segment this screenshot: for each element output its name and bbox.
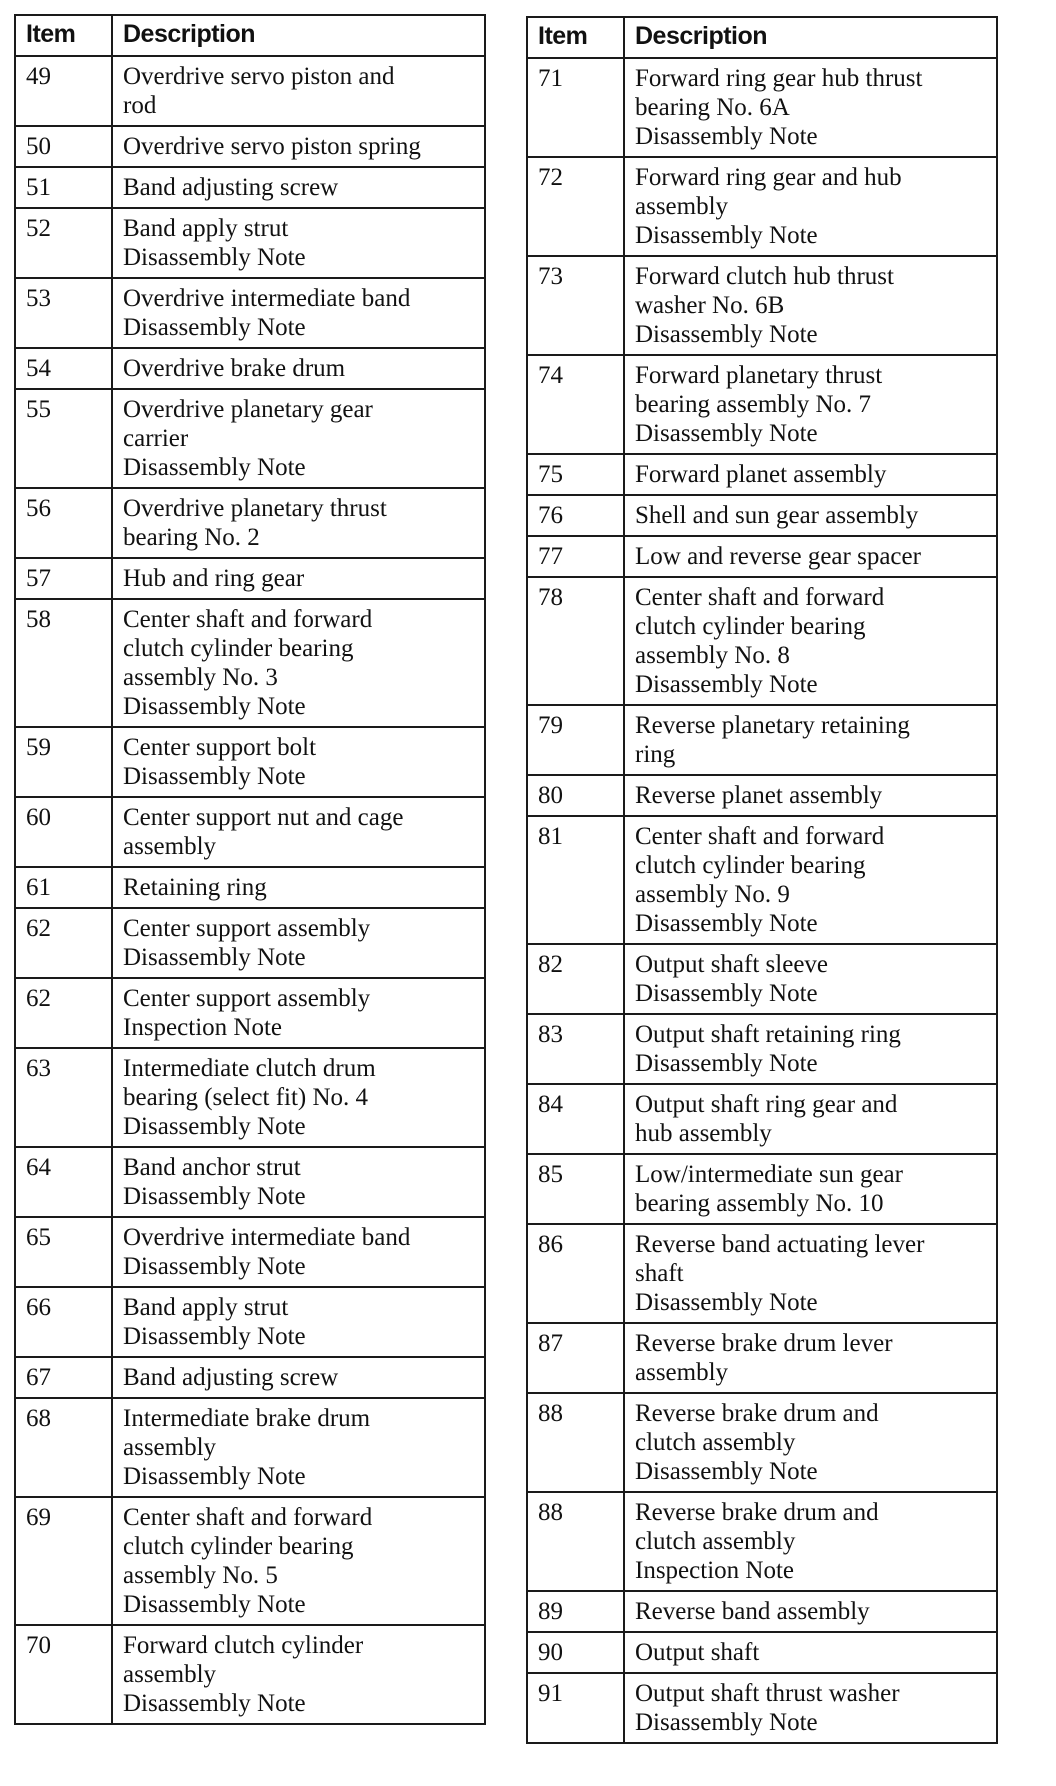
- table-row: [527, 157, 997, 256]
- item-number: 71: [527, 58, 624, 157]
- description-line: Center support assembly: [123, 915, 371, 942]
- table-row: [527, 1014, 997, 1084]
- item-number: 81: [527, 816, 624, 944]
- item-description: [112, 599, 485, 727]
- description-line: Hub and ring gear: [123, 565, 305, 592]
- description-line: Disassembly Note: [123, 1323, 306, 1350]
- description-line: Center support nut and cage: [123, 804, 404, 831]
- item-description: [624, 58, 997, 157]
- description-line: Output shaft ring gear and: [635, 1091, 898, 1118]
- item-description: [624, 1084, 997, 1154]
- description-line: Band adjusting screw: [123, 174, 339, 201]
- description-line: Reverse brake drum and: [635, 1400, 879, 1427]
- description-line: assembly: [123, 1434, 217, 1461]
- table-row: [527, 775, 997, 816]
- description-line: assembly: [635, 193, 729, 220]
- description-line: Intermediate clutch drum: [123, 1055, 376, 1082]
- item-description: [112, 389, 485, 488]
- table-row: [527, 816, 997, 944]
- table-row: [527, 1632, 997, 1673]
- item-number: 83: [527, 1014, 624, 1084]
- item-number: 54: [15, 348, 112, 389]
- item-description: [112, 1217, 485, 1287]
- item-description: [624, 944, 997, 1014]
- description-line: Reverse planet assembly: [635, 782, 883, 809]
- table-header-row: [15, 15, 485, 56]
- description-line: Band apply strut: [123, 1294, 289, 1321]
- item-number: 75: [527, 454, 624, 495]
- description-line: Band adjusting screw: [123, 1364, 339, 1391]
- item-number: 77: [527, 536, 624, 577]
- table-row: [15, 1497, 485, 1625]
- item-description: [624, 1323, 997, 1393]
- item-description: [112, 208, 485, 278]
- item-description: [112, 1497, 485, 1625]
- item-number: 61: [15, 867, 112, 908]
- table-row: [527, 495, 997, 536]
- table-row: [15, 727, 485, 797]
- table-row: [15, 348, 485, 389]
- item-number: 53: [15, 278, 112, 348]
- table-row: [527, 355, 997, 454]
- description-column-header: Description: [112, 15, 485, 56]
- description-line: bearing No. 6A: [635, 94, 790, 121]
- item-number: 72: [527, 157, 624, 256]
- item-number: 88: [527, 1393, 624, 1492]
- description-line: Center shaft and forward: [123, 1504, 373, 1531]
- table-row: [527, 256, 997, 355]
- item-number: 62: [15, 908, 112, 978]
- description-line: Overdrive servo piston and: [123, 63, 395, 90]
- description-line: Overdrive servo piston spring: [123, 133, 421, 160]
- description-line: Disassembly Note: [635, 1050, 818, 1077]
- table-row: [15, 1357, 485, 1398]
- item-description: [624, 1154, 997, 1224]
- description-line: Disassembly Note: [635, 671, 818, 698]
- table-row: [15, 56, 485, 126]
- item-number: 50: [15, 126, 112, 167]
- table-row: [15, 867, 485, 908]
- description-line: ring: [635, 741, 676, 768]
- item-description: [112, 867, 485, 908]
- item-number: 51: [15, 167, 112, 208]
- description-line: clutch assembly: [635, 1429, 796, 1456]
- description-line: clutch cylinder bearing: [123, 1533, 354, 1560]
- item-description: [624, 775, 997, 816]
- item-number: 88: [527, 1492, 624, 1591]
- item-number: 91: [527, 1673, 624, 1743]
- item-description: [112, 167, 485, 208]
- description-line: shaft: [635, 1260, 684, 1287]
- item-number: 73: [527, 256, 624, 355]
- description-line: Low and reverse gear spacer: [635, 543, 921, 570]
- table-row: [15, 1147, 485, 1217]
- description-line: Reverse planetary retaining: [635, 712, 910, 739]
- description-line: Intermediate brake drum: [123, 1405, 371, 1432]
- item-number: 82: [527, 944, 624, 1014]
- table-row: [15, 558, 485, 599]
- description-line: Overdrive planetary gear: [123, 396, 373, 423]
- item-number: 79: [527, 705, 624, 775]
- description-line: clutch cylinder bearing: [123, 635, 354, 662]
- description-line: Overdrive intermediate band: [123, 1224, 411, 1251]
- item-description: [624, 355, 997, 454]
- description-line: Disassembly Note: [123, 693, 306, 720]
- item-column-header: Item: [527, 17, 624, 58]
- item-number: 63: [15, 1048, 112, 1147]
- parts-table-body: [527, 58, 997, 1743]
- table-row: [527, 1323, 997, 1393]
- item-number: 65: [15, 1217, 112, 1287]
- item-description: [112, 56, 485, 126]
- description-line: Output shaft sleeve: [635, 951, 829, 978]
- item-description: [112, 278, 485, 348]
- description-line: Disassembly Note: [123, 454, 306, 481]
- description-line: clutch cylinder bearing: [635, 613, 866, 640]
- description-line: Center support assembly: [123, 985, 371, 1012]
- description-column-header: Description: [624, 17, 997, 58]
- description-line: Disassembly Note: [635, 1458, 818, 1485]
- item-number: 90: [527, 1632, 624, 1673]
- description-line: Output shaft retaining ring: [635, 1021, 901, 1048]
- description-line: assembly: [123, 1661, 217, 1688]
- description-line: Reverse brake drum and: [635, 1499, 879, 1526]
- item-number: 68: [15, 1398, 112, 1497]
- table-row: [527, 1084, 997, 1154]
- table-row: [527, 944, 997, 1014]
- description-line: Center shaft and forward: [635, 584, 885, 611]
- item-number: 64: [15, 1147, 112, 1217]
- item-number: 69: [15, 1497, 112, 1625]
- description-line: Disassembly Note: [635, 910, 818, 937]
- description-line: Output shaft thrust washer: [635, 1680, 900, 1707]
- item-number: 80: [527, 775, 624, 816]
- table-row: [15, 208, 485, 278]
- item-description: [112, 978, 485, 1048]
- description-line: assembly: [123, 833, 217, 860]
- item-number: 70: [15, 1625, 112, 1724]
- description-line: Disassembly Note: [635, 123, 818, 150]
- item-number: 66: [15, 1287, 112, 1357]
- item-description: [624, 1393, 997, 1492]
- description-line: Disassembly Note: [635, 222, 818, 249]
- description-line: Inspection Note: [123, 1014, 282, 1041]
- item-description: [624, 816, 997, 944]
- description-line: Disassembly Note: [123, 763, 306, 790]
- item-description: [624, 1673, 997, 1743]
- item-description: [112, 727, 485, 797]
- description-line: Disassembly Note: [123, 314, 306, 341]
- table-row: [15, 1287, 485, 1357]
- description-line: Low/intermediate sun gear: [635, 1161, 903, 1188]
- item-number: 55: [15, 389, 112, 488]
- description-line: Forward clutch cylinder: [123, 1632, 364, 1659]
- description-line: Shell and sun gear assembly: [635, 502, 919, 529]
- parts-table-left: [14, 14, 486, 1725]
- table-row: [527, 577, 997, 705]
- description-line: Disassembly Note: [123, 1183, 306, 1210]
- item-description: [112, 1357, 485, 1398]
- item-description: [624, 1014, 997, 1084]
- table-row: [15, 978, 485, 1048]
- table-row: [527, 454, 997, 495]
- item-description: [624, 536, 997, 577]
- table-row: [15, 126, 485, 167]
- item-description: [624, 1224, 997, 1323]
- item-number: 67: [15, 1357, 112, 1398]
- description-line: Forward clutch hub thrust: [635, 263, 894, 290]
- item-number: 76: [527, 495, 624, 536]
- item-description: [624, 705, 997, 775]
- item-description: [112, 348, 485, 389]
- description-line: Center support bolt: [123, 734, 317, 761]
- description-line: Output shaft: [635, 1639, 760, 1666]
- item-description: [112, 1625, 485, 1724]
- description-line: Disassembly Note: [123, 1253, 306, 1280]
- table-header-row: [527, 17, 997, 58]
- table-row: [527, 1154, 997, 1224]
- table-row: [15, 389, 485, 488]
- item-number: 78: [527, 577, 624, 705]
- item-description: [624, 495, 997, 536]
- description-line: Forward ring gear hub thrust: [635, 65, 923, 92]
- item-description: [624, 1591, 997, 1632]
- item-description: [624, 454, 997, 495]
- table-row: [15, 1398, 485, 1497]
- description-line: assembly No. 5: [123, 1562, 278, 1589]
- description-line: bearing assembly No. 10: [635, 1190, 884, 1217]
- item-description: [624, 157, 997, 256]
- item-number: 56: [15, 488, 112, 558]
- description-line: Retaining ring: [123, 874, 267, 901]
- description-line: Band anchor strut: [123, 1154, 301, 1181]
- table-row: [15, 1048, 485, 1147]
- description-line: Disassembly Note: [123, 1690, 306, 1717]
- table-row: [15, 797, 485, 867]
- table-row: [527, 1492, 997, 1591]
- item-number: 49: [15, 56, 112, 126]
- table-row: [527, 58, 997, 157]
- item-number: 59: [15, 727, 112, 797]
- description-line: Forward planet assembly: [635, 461, 887, 488]
- item-description: [624, 1492, 997, 1591]
- description-line: Center shaft and forward: [123, 606, 373, 633]
- description-line: Reverse brake drum lever: [635, 1330, 893, 1357]
- table-row: [15, 278, 485, 348]
- description-line: assembly No. 9: [635, 881, 790, 908]
- item-number: 89: [527, 1591, 624, 1632]
- item-description: [112, 1287, 485, 1357]
- table-row: [15, 167, 485, 208]
- description-line: Reverse band assembly: [635, 1598, 870, 1625]
- item-description: [624, 1632, 997, 1673]
- item-description: [112, 908, 485, 978]
- item-number: 60: [15, 797, 112, 867]
- description-line: Reverse band actuating lever: [635, 1231, 925, 1258]
- item-number: 62: [15, 978, 112, 1048]
- item-description: [624, 256, 997, 355]
- table-row: [15, 599, 485, 727]
- item-number: 87: [527, 1323, 624, 1393]
- description-line: rod: [123, 92, 157, 119]
- table-row: [527, 1591, 997, 1632]
- item-number: 85: [527, 1154, 624, 1224]
- item-number: 57: [15, 558, 112, 599]
- description-line: Band apply strut: [123, 215, 289, 242]
- description-line: carrier: [123, 425, 189, 452]
- table-row: [15, 1625, 485, 1724]
- description-line: Disassembly Note: [635, 420, 818, 447]
- description-line: Forward planetary thrust: [635, 362, 883, 389]
- item-description: [112, 1398, 485, 1497]
- description-line: Disassembly Note: [123, 944, 306, 971]
- description-line: assembly: [635, 1359, 729, 1386]
- item-number: 58: [15, 599, 112, 727]
- item-number: 74: [527, 355, 624, 454]
- description-line: Overdrive brake drum: [123, 355, 346, 382]
- item-number: 84: [527, 1084, 624, 1154]
- description-line: bearing assembly No. 7: [635, 391, 872, 418]
- description-line: assembly No. 3: [123, 664, 278, 691]
- table-row: [527, 536, 997, 577]
- description-line: Overdrive intermediate band: [123, 285, 411, 312]
- description-line: Disassembly Note: [635, 1289, 818, 1316]
- item-description: [112, 126, 485, 167]
- description-line: bearing No. 2: [123, 524, 260, 551]
- item-number: 86: [527, 1224, 624, 1323]
- item-column-header: Item: [15, 15, 112, 56]
- parts-table-right: [526, 16, 998, 1744]
- description-line: Disassembly Note: [635, 1709, 818, 1736]
- description-line: clutch cylinder bearing: [635, 852, 866, 879]
- description-line: hub assembly: [635, 1120, 772, 1147]
- description-line: Disassembly Note: [123, 1113, 306, 1140]
- item-description: [624, 577, 997, 705]
- description-line: assembly No. 8: [635, 642, 790, 669]
- item-description: [112, 1048, 485, 1147]
- table-row: [15, 488, 485, 558]
- parts-table-body: [15, 56, 485, 1724]
- table-row: [527, 1224, 997, 1323]
- description-line: Overdrive planetary thrust: [123, 495, 387, 522]
- description-line: Forward ring gear and hub: [635, 164, 902, 191]
- item-description: [112, 488, 485, 558]
- description-line: Disassembly Note: [635, 980, 818, 1007]
- table-row: [527, 1673, 997, 1743]
- description-line: Inspection Note: [635, 1557, 794, 1584]
- description-line: Disassembly Note: [123, 1463, 306, 1490]
- description-line: Disassembly Note: [123, 244, 306, 271]
- description-line: Center shaft and forward: [635, 823, 885, 850]
- item-description: [112, 558, 485, 599]
- description-line: washer No. 6B: [635, 292, 785, 319]
- item-description: [112, 1147, 485, 1217]
- description-line: Disassembly Note: [635, 321, 818, 348]
- item-number: 52: [15, 208, 112, 278]
- table-row: [527, 1393, 997, 1492]
- description-line: Disassembly Note: [123, 1591, 306, 1618]
- description-line: bearing (select fit) No. 4: [123, 1084, 369, 1111]
- item-description: [112, 797, 485, 867]
- description-line: clutch assembly: [635, 1528, 796, 1555]
- table-row: [15, 1217, 485, 1287]
- table-row: [15, 908, 485, 978]
- table-row: [527, 705, 997, 775]
